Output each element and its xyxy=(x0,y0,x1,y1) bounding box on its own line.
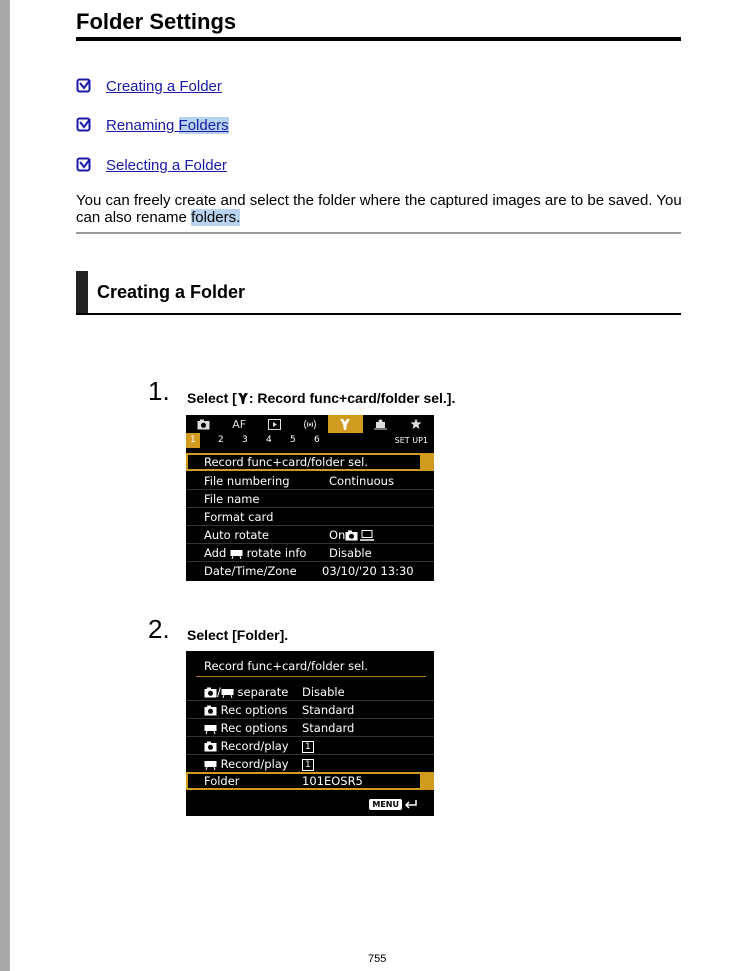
menu-row-file-numbering[interactable] xyxy=(186,472,434,490)
movie-icon xyxy=(221,687,234,698)
camera-icon xyxy=(345,530,358,541)
menu-row-label xyxy=(204,739,289,753)
link-item-renaming xyxy=(76,115,229,135)
playback-icon xyxy=(268,419,281,430)
checkbox-arrow-icon xyxy=(76,157,92,173)
tab-wireless[interactable] xyxy=(292,415,327,433)
menu-row-add-rotate-info[interactable] xyxy=(186,544,434,562)
menu-row-label xyxy=(204,721,288,735)
menu-row-label: Auto rotate xyxy=(204,527,270,542)
tab-setup[interactable] xyxy=(328,415,363,433)
tab-af[interactable]: AF xyxy=(232,417,247,431)
camera-icon xyxy=(197,419,210,430)
subtab-4[interactable]: 4 xyxy=(266,435,272,445)
menu-row-photo-record-play[interactable] xyxy=(186,737,434,755)
step-2-text: Select [Folder]. xyxy=(187,627,289,643)
menu-row-label xyxy=(204,546,306,560)
menu-row-value: Standard xyxy=(302,702,355,717)
section-underline xyxy=(76,313,681,315)
menu-row-label: File name xyxy=(204,491,260,506)
menu-row-value: Standard xyxy=(302,720,355,735)
record-play-label: Record/play xyxy=(220,738,289,753)
step-2-number: 2. xyxy=(148,614,170,644)
menu-row-label: File numbering xyxy=(204,473,290,488)
custom-icon xyxy=(374,419,387,430)
step-1-text-post: : Record func+card/folder sel.]. xyxy=(248,390,456,406)
menu-row-separate[interactable] xyxy=(186,683,434,701)
menu-row-label: / separate xyxy=(204,685,288,699)
computer-icon xyxy=(360,530,374,541)
left-margin-bar xyxy=(0,0,10,971)
menu-row-label: Date/Time/Zone xyxy=(204,564,297,578)
separate-label: separate xyxy=(237,684,289,699)
checkbox-arrow-icon xyxy=(76,117,92,133)
rotate-info-label: rotate info xyxy=(246,545,307,560)
intro-paragraph xyxy=(76,192,686,226)
subtab-bar xyxy=(186,433,434,448)
movie-icon xyxy=(204,759,217,770)
tab-playback[interactable] xyxy=(257,415,292,433)
menu-row-value xyxy=(302,756,314,771)
menu-row-label xyxy=(204,703,288,717)
menu-row-value: 03/10/'20 13:30 xyxy=(322,564,414,578)
link-renaming-folders[interactable] xyxy=(106,117,229,134)
menu-row-date-time[interactable] xyxy=(186,562,434,580)
menu-row-label xyxy=(204,757,289,771)
menu-row-value xyxy=(329,528,374,542)
menu-row-value xyxy=(302,738,314,753)
add-label: Add xyxy=(204,545,227,560)
step-1-text-pre: Select [ xyxy=(187,390,237,406)
checkbox-arrow-icon xyxy=(76,78,92,94)
camera-icon xyxy=(204,741,217,752)
camera-icon xyxy=(204,687,217,698)
link-renaming-part: Renaming xyxy=(106,116,175,134)
menu-row-label: Folder xyxy=(204,774,240,788)
menu-row-file-name[interactable] xyxy=(186,490,434,508)
tab-custom[interactable] xyxy=(363,415,398,433)
rec-options-label: Rec options xyxy=(220,720,288,735)
intro-highlight: folders. xyxy=(191,209,241,226)
menu-row-label: Record func+card/folder sel. xyxy=(204,455,368,469)
menu-row-photo-rec-options[interactable] xyxy=(186,701,434,719)
card-1-icon: 1 xyxy=(302,759,314,771)
wrench-icon xyxy=(237,392,249,405)
auto-rotate-value: On xyxy=(329,527,346,542)
menu-row-label: Format card xyxy=(204,509,274,524)
menu-row-value: Continuous xyxy=(329,473,394,488)
subtab-6[interactable]: 6 xyxy=(314,435,320,445)
intro-text: You can freely create and select the folder where the captured images are to be saved. You can also rename xyxy=(76,192,682,226)
return-arrow-icon xyxy=(404,799,418,810)
setup-page-label: SET UP1 xyxy=(394,436,428,445)
subtab-1[interactable]: 1 xyxy=(186,433,200,448)
link-selecting-folder[interactable]: Selecting a Folder xyxy=(106,156,227,174)
camera-menu-screen-1 xyxy=(186,415,434,581)
camera-icon xyxy=(204,705,217,716)
menu-row-value: 101EOSR5 xyxy=(302,774,363,788)
link-item-creating xyxy=(76,76,222,96)
menu-row-auto-rotate[interactable] xyxy=(186,526,434,544)
tab-shooting[interactable] xyxy=(186,415,221,433)
subtab-2[interactable]: 2 xyxy=(218,435,224,445)
subtab-3[interactable]: 3 xyxy=(242,435,248,445)
step-1-number: 1. xyxy=(148,376,170,406)
record-play-label: Record/play xyxy=(220,756,289,771)
menu-tab-bar xyxy=(186,415,434,433)
subtab-5[interactable]: 5 xyxy=(290,435,296,445)
page-title: Folder Settings xyxy=(76,9,237,34)
submenu-header-rule xyxy=(196,676,426,677)
title-underline xyxy=(76,37,681,41)
menu-back-button[interactable] xyxy=(369,798,418,811)
menu-row-folder[interactable] xyxy=(186,772,434,790)
section-title: Creating a Folder xyxy=(97,282,246,302)
tab-my-menu[interactable] xyxy=(399,415,434,433)
menu-row-value: Disable xyxy=(302,684,345,699)
menu-row-movie-rec-options[interactable] xyxy=(186,719,434,737)
section-marker-bar xyxy=(76,271,88,315)
menu-row-value: Disable xyxy=(329,545,372,560)
menu-row-movie-record-play[interactable] xyxy=(186,755,434,773)
menu-row-format-card[interactable] xyxy=(186,508,434,526)
intro-divider xyxy=(76,232,681,234)
link-creating-folder[interactable]: Creating a Folder xyxy=(106,77,222,95)
rec-options-label: Rec options xyxy=(220,702,288,717)
menu-button-label: MENU xyxy=(369,799,402,810)
camera-menu-screen-2 xyxy=(186,651,434,816)
menu-row-record-func[interactable] xyxy=(186,453,434,471)
wrench-icon xyxy=(339,418,351,431)
movie-icon xyxy=(204,723,217,734)
card-1-icon: 1 xyxy=(302,741,314,753)
page-number: 755 xyxy=(368,953,387,965)
link-folders-highlighted: Folders xyxy=(178,116,229,134)
link-item-selecting xyxy=(76,155,227,175)
movie-icon xyxy=(230,548,243,559)
submenu-header: Record func+card/folder sel. xyxy=(204,659,368,673)
step-1-text xyxy=(187,390,455,406)
star-icon xyxy=(410,418,422,430)
wireless-icon xyxy=(303,419,317,430)
